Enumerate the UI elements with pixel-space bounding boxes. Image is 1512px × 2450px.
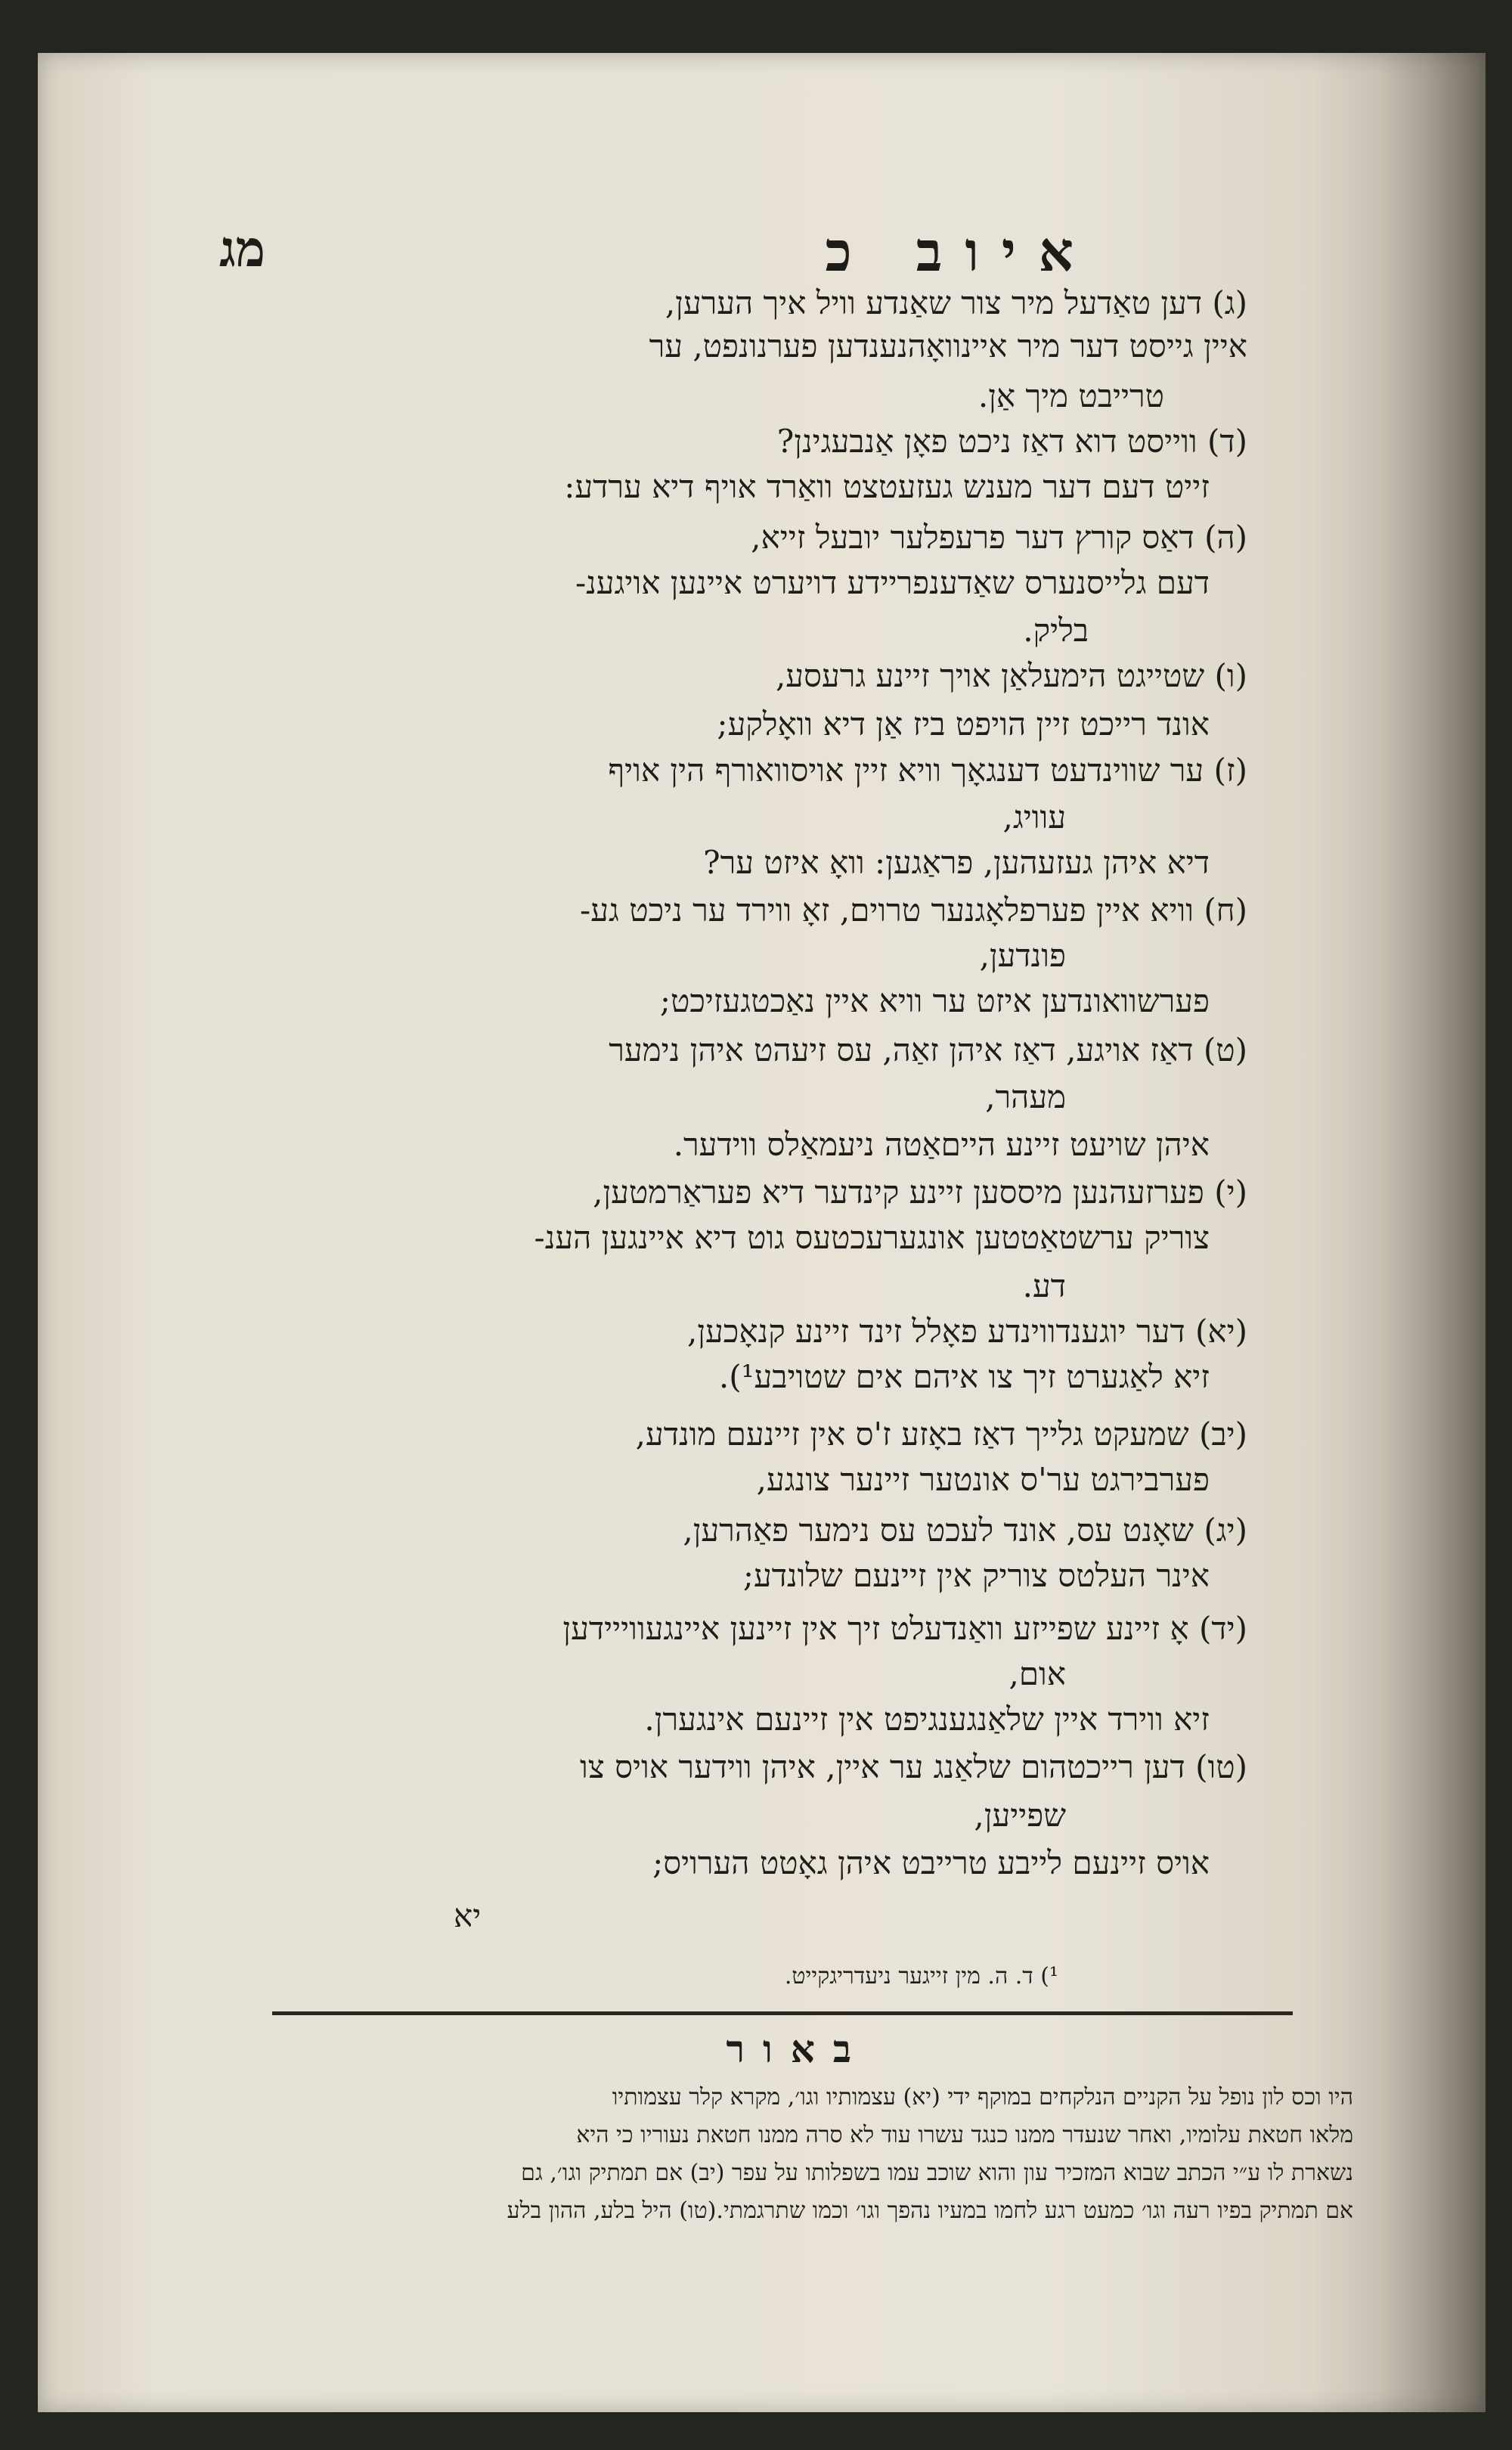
- verse-line: פערבירגט ער'ס אונטער זיינער צונגע,: [756, 1461, 1210, 1498]
- verse-line: פונדען,: [979, 937, 1066, 974]
- commentary-title: באור: [726, 2027, 869, 2071]
- verse-line: דיא איהן געזעהען, פראַגען: וואָ איזט ער?: [703, 844, 1210, 881]
- verse-line: דעם גלייסנערס שאַדענפריידע דויערט איינען אויגענ-: [575, 564, 1210, 601]
- verse-line: (ז) ער שווינדעט דענגאָך וויא זיין אויסוואורף הין אויף: [608, 752, 1247, 789]
- verse-line: (ח) וויא איין פערפלאָגנער טרוים, זאָ ווירד ער ניכט גע-: [580, 892, 1247, 929]
- verse-line: זיא ווירד איין שלאַנגענגיפט אין זיינעם אינגערן.: [644, 1701, 1210, 1738]
- page-gutter-shadow: [1380, 53, 1486, 2412]
- section-divider: [272, 2011, 1293, 2015]
- verse-line: (י) פערזעהנען מיססען זיינע קינדער דיא פעראַרמטען,: [593, 1174, 1247, 1211]
- verse-line: בליק.: [1023, 612, 1089, 649]
- verse-line: צוריק ערשטאַטטען אונגערעכטעס גוט דיא איינגען הענ-: [534, 1219, 1210, 1256]
- verse-line: זייט דעם דער מענש געזעטצט וואַרד אויף דיא ערדע:: [564, 468, 1210, 505]
- verse-line: אויס זיינעם לייבע טרייבט איהן גאָטט הערויס;: [652, 1844, 1210, 1881]
- verse-line: שפייען,: [974, 1797, 1066, 1834]
- verse-line: טרייבט מיך אַן.: [978, 377, 1164, 414]
- verse-line: אום,: [1009, 1655, 1066, 1692]
- commentary-line: היו וכס לון נופל על הקניים הנלקחים במוקף ידי (יא) עצמותיו וגו׳, מקרא קלר עצמותיו: [612, 2084, 1353, 2110]
- commentary-line: אם תמתיק בפיו רעה וגו׳ כמעט רגע לחמו במעיו נהפך וגו׳ וכמו שתרגמתי.(טו) היל בלע, ההון בלע: [507, 2197, 1353, 2224]
- verse-line: אונד רייכט זיין הויפט ביז אַן דיא וואָלקע;: [717, 706, 1210, 743]
- verse-line: (יב) שמעקט גלייך דאַז באָזע ז'ס אין זיינעם מונדע,: [635, 1416, 1247, 1453]
- verse-line: דע.: [1022, 1267, 1066, 1304]
- verse-line: (טו) דען רייכטהום שלאַנג ער איין, איהן ווידער אויס צו: [580, 1748, 1247, 1785]
- verse-line: איין גייסט דער מיר איינוואָהנענדען פערנונפט, ער: [649, 327, 1247, 364]
- footnote: ¹) ד. ה. מין זייגער ניעדריגקייט.: [784, 1963, 1058, 1989]
- verse-line: מעהר,: [985, 1078, 1066, 1115]
- commentary-line: מלאו חטאת עלומיו, ואחר שנעדר ממנו כנגד עשרו עוד לא סרה ממנו חטאת נעוריו כי היא: [576, 2122, 1353, 2148]
- verse-line: איהן שויעט זיינע הייםאַטה ניעמאַלס ווידער.: [673, 1126, 1210, 1163]
- commentary-line: נשארת לו ע״י הכתב שבוא המזכיר עון והוא שוכב עמו בשפלותו על עפר (יב) אם תמתיק וגו׳, גם: [521, 2160, 1353, 2186]
- verse-line: (ה) דאַס קורץ דער פרעפלער יובעל זייא,: [751, 519, 1247, 556]
- verse-line: אינר העלטס צוריק אין זיינעם שלונדע;: [742, 1557, 1210, 1594]
- verse-line: עוויג,: [1002, 799, 1066, 836]
- catchword: יא: [454, 1897, 482, 1934]
- verse-line: (יא) דער יוגענדווינדע פאָלל זינד זיינע קנאָכען,: [686, 1313, 1247, 1350]
- verse-line: (ו) שטייגט הימעלאַן אויך זיינע גרעסע,: [775, 657, 1247, 694]
- verse-line: (ט) דאַז אויגע, דאַז איהן זאַה, עס זיעהט איהן נימער: [609, 1031, 1247, 1068]
- verse-line: (ד) ווייסט דוא דאַז ניכט פאָן אַנבעגינן?: [776, 423, 1247, 460]
- page-title: איוב כ: [825, 219, 1096, 284]
- verse-line: (ג) דען טאַדעל מיר צור שאַנדע וויל איך הערען,: [665, 284, 1247, 321]
- verse-line: פערשוואונדען איזט ער וויא איין נאַכטגעזיכט;: [659, 982, 1210, 1019]
- verse-line: (יג) שאָנט עס, אונד לעכט עס נימער פאַהרען,: [683, 1512, 1247, 1549]
- verse-line: (יד) אָ זיינע שפייזע וואַנדעלט זיך אין זיינען איינגעווייידען: [562, 1610, 1247, 1647]
- verse-line: זיא לאַגערט זיך צו איהם אים שטויבע¹).: [718, 1358, 1210, 1395]
- page-number: מג: [219, 219, 265, 278]
